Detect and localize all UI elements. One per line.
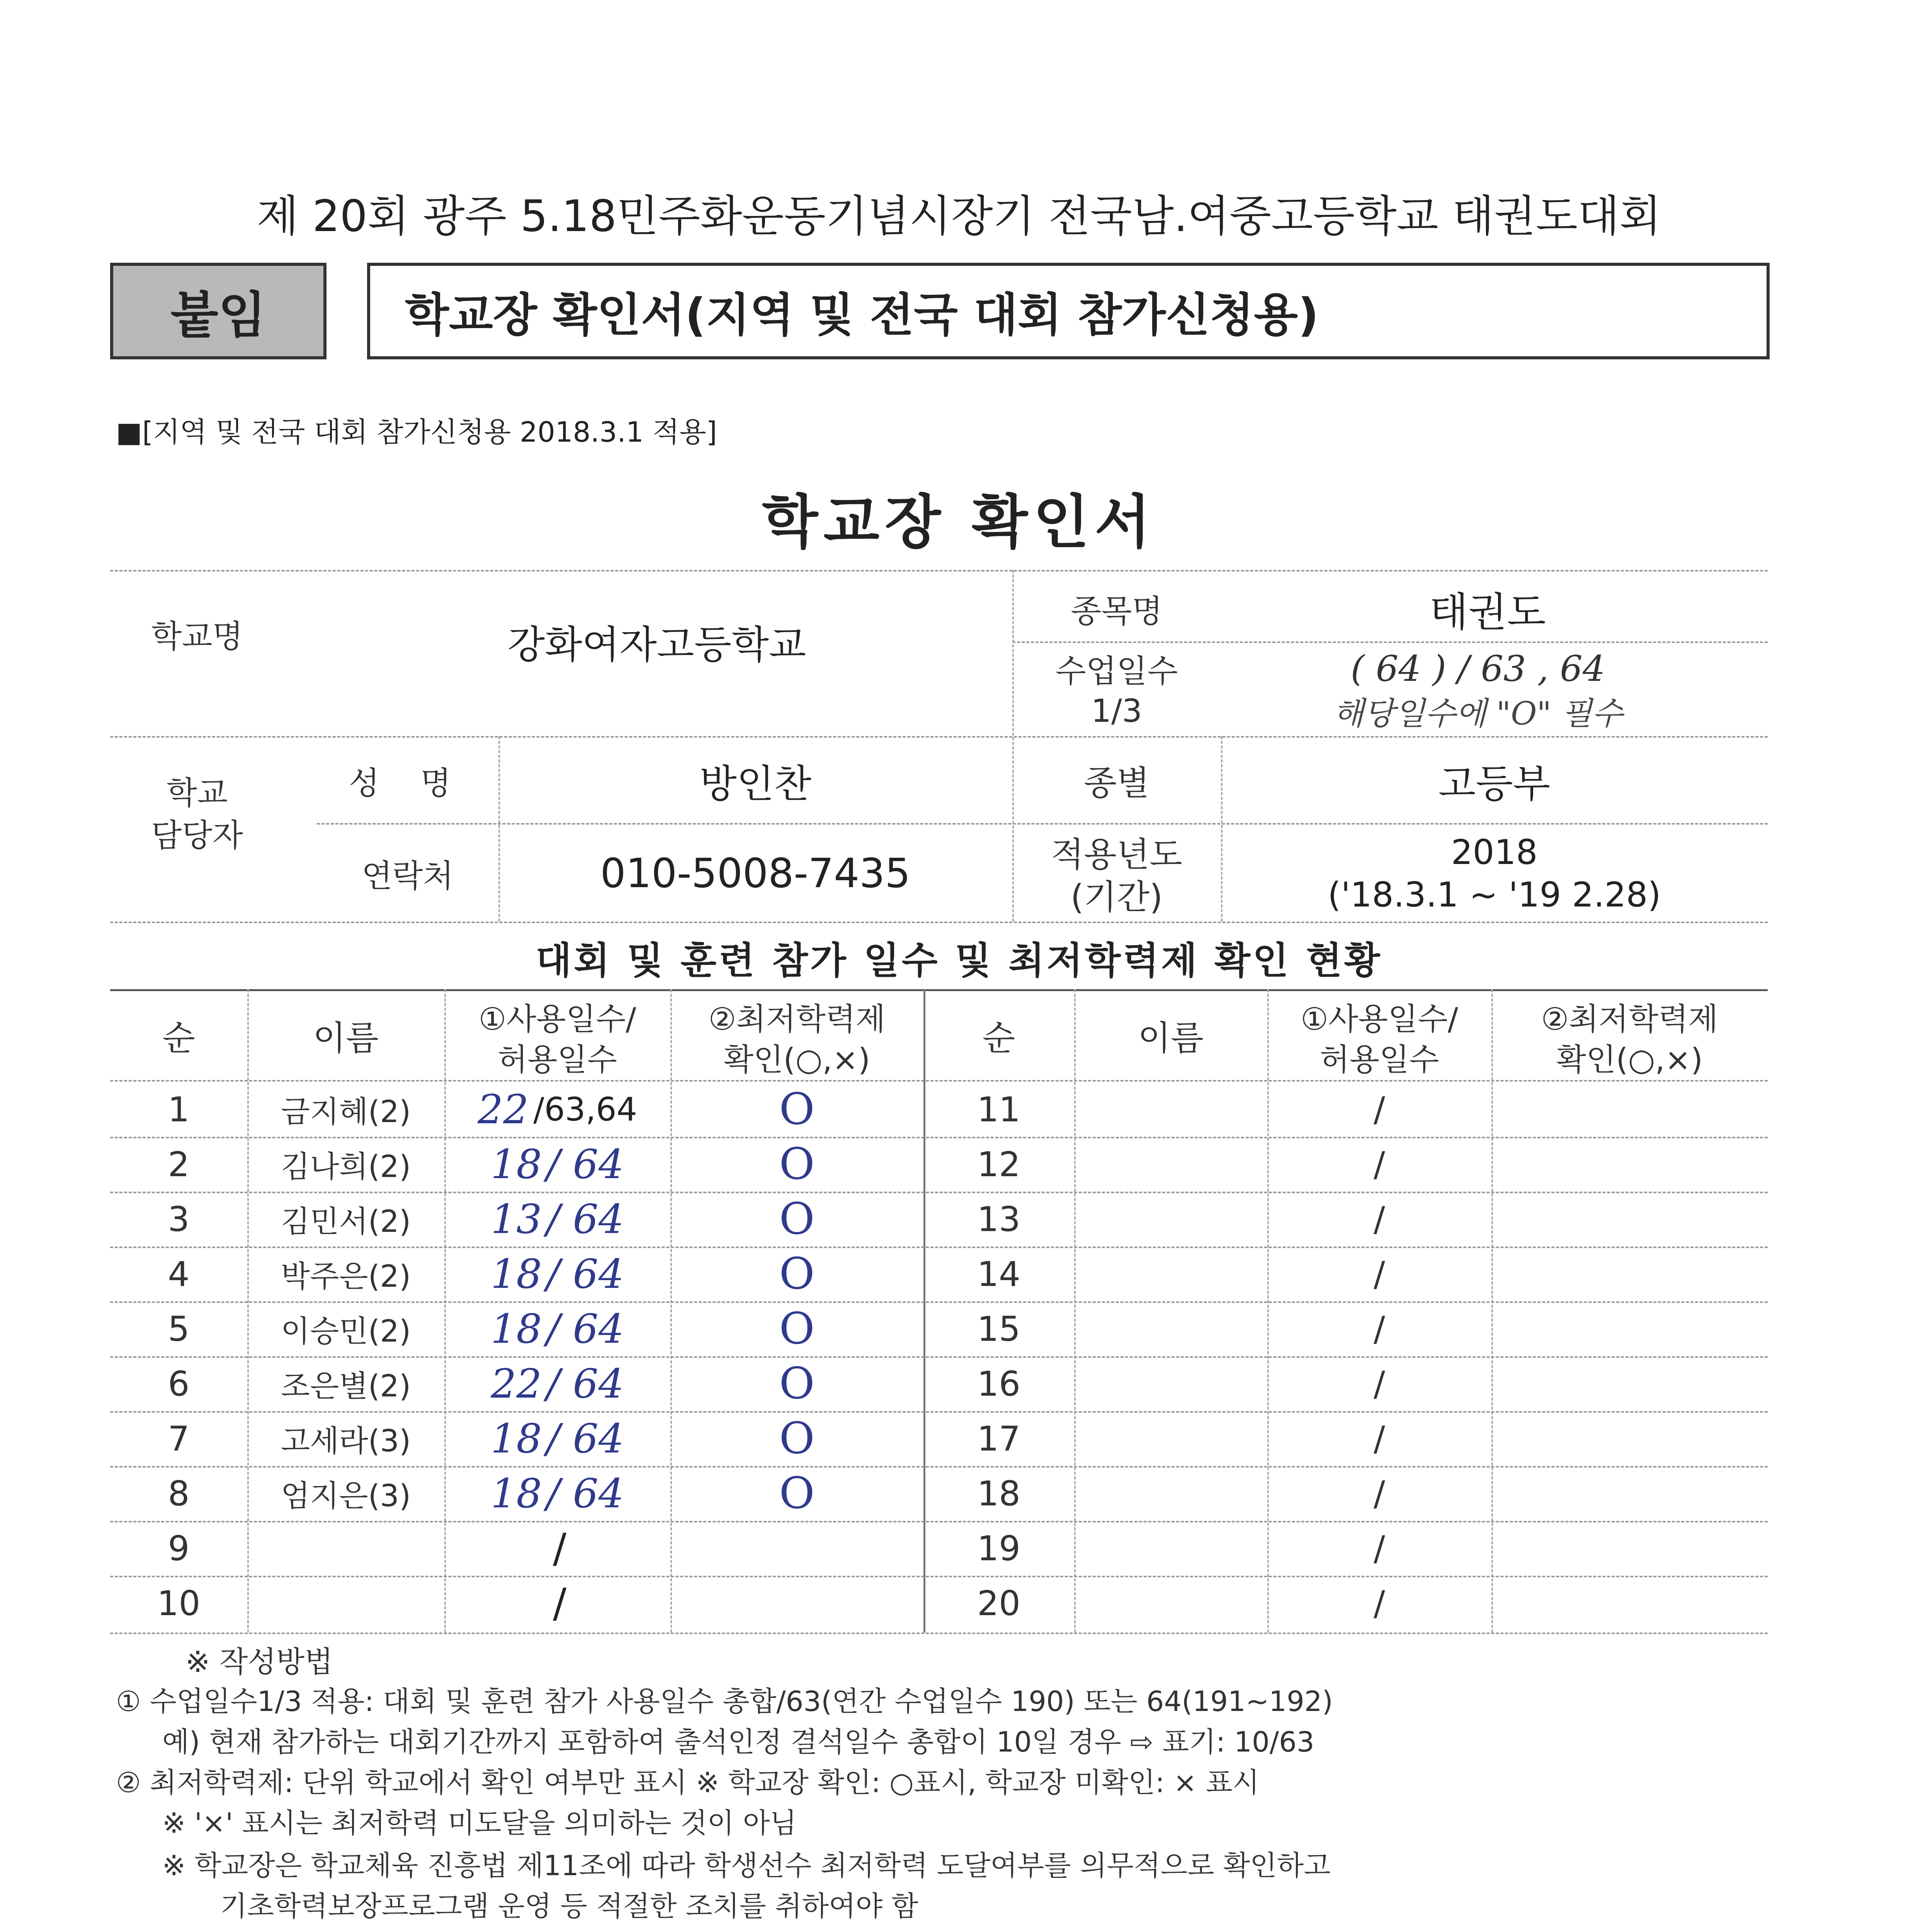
row-check: O [779,1359,815,1409]
row-no-right: 13 [977,1199,1020,1239]
row-days-right: / [1374,1199,1385,1239]
row-days-allowed: / 64 [546,1360,624,1407]
col-header-days-right-2: 허용일수 [1319,1041,1439,1078]
divider [110,1633,1768,1634]
year-label: 적용년도 [1051,835,1183,874]
row-days-right: / [1374,1473,1385,1514]
row-check: O [779,1468,815,1519]
note-line: ② 최저학력제: 단위 학교에서 확인 여부만 표시 ※ 학교장 확인: ○표시, 학교장 미확인: × 표시 [116,1766,1260,1799]
form-note: ■[지역 및 전국 대회 참가신청용 2018.3.1 적용] [116,416,717,448]
col-header-days-right: ①사용일수/ [1301,1001,1458,1037]
row-days [444,1356,670,1411]
row-days-used: 13 [491,1196,542,1243]
row-days-allowed: / [553,1525,567,1572]
divider [1012,641,1768,643]
row-days-allowed: / 64 [546,1196,624,1243]
col-header-acad: ②최저학력제 [708,1001,886,1037]
divider [317,823,1768,825]
row-days-used: 22 [491,1360,542,1407]
row-check: O [779,1194,815,1244]
row-check [670,1521,923,1576]
table-top-border [110,989,1768,991]
row-days-used: 22 [477,1086,529,1133]
row-check [670,1576,923,1631]
row-no-right: 11 [977,1089,1020,1129]
divider [1491,989,1493,1633]
category-value: 고등부 [1438,761,1551,806]
row-days-right: / [1374,1144,1385,1184]
section-title: 대회 및 훈련 참가 일수 및 최저학력제 확인 현황 [536,939,1382,982]
row-check: O [779,1304,815,1354]
row-no: 10 [157,1583,201,1623]
row-days [444,1411,670,1466]
row-name: 박주은(2) [281,1259,411,1294]
col-header-acad-right-2: 확인(○,×) [1556,1041,1703,1078]
row-no-right: 12 [977,1144,1020,1184]
row-no: 3 [168,1199,190,1239]
row-days-used: 18 [491,1415,542,1462]
row-days-allowed: / 64 [546,1305,624,1352]
row-days-right: / [1374,1254,1385,1294]
note-line: ① 수업일수1/3 적용: 대회 및 훈련 참가 사용일수 총합/63(연간 수업일수 190) 또는 64(191~192) [116,1685,1333,1718]
note-line: ※ '×' 표시는 최저학력 미도달을 의미하는 것이 아님 [162,1807,797,1839]
row-no: 8 [168,1473,190,1514]
note-line: 기초학력보장프로그램 운영 등 적절한 조치를 취하여야 함 [220,1890,918,1922]
doc-title: 학교장 확인서 [762,489,1156,556]
year-label-2: (기간) [1070,877,1163,917]
header-box-title: 학교장 확인서(지역 및 전국 대회 참가신청용) [367,263,1770,359]
note-line [139,1926,1081,1932]
row-check: O [779,1413,815,1464]
row-days-allowed: / 64 [546,1250,624,1298]
contact-label: 연락처 [362,857,454,895]
row-no-right: 19 [977,1528,1020,1568]
manager-label: 학교 [166,774,228,811]
row-days-right: / [1374,1418,1385,1459]
row-days-used: 18 [491,1250,542,1298]
school-name: 강화여자고등학교 [507,622,806,667]
category-label: 종별 [1083,763,1150,803]
row-no: 9 [168,1528,190,1568]
row-no-right: 16 [977,1364,1020,1404]
row-days [444,1192,670,1247]
col-header-no: 순 [162,1018,195,1058]
row-name: 김나희(2) [281,1150,411,1184]
row-name [247,1521,444,1576]
row-days-right: / [1374,1089,1385,1129]
row-days-right: / [1374,1528,1385,1568]
row-check: O [779,1084,815,1134]
sport-label: 종목명 [1071,593,1163,630]
col-header-acad-2: 확인(○,×) [723,1041,871,1078]
school-label: 학교명 [151,618,243,655]
row-days-right: / [1374,1309,1385,1349]
row-no-right: 15 [977,1309,1020,1349]
row-days-allowed: /63,64 [533,1090,638,1128]
row-name: 조은별(2) [281,1369,411,1404]
col-header-days: ①사용일수/ [478,1001,636,1037]
row-name: 엄지은(3) [281,1479,411,1514]
manager-label-2: 담당자 [151,817,243,854]
divider [110,1080,1768,1082]
row-no: 5 [168,1309,190,1349]
row-no-right: 17 [977,1418,1020,1459]
divider [1074,989,1076,1633]
row-check: O [779,1249,815,1299]
row-days [444,1137,670,1192]
row-days [444,1466,670,1521]
row-no: 1 [168,1089,190,1129]
row-days-used: 18 [491,1141,542,1188]
row-check: O [779,1139,815,1189]
row-no: 6 [168,1364,190,1404]
row-days [444,1082,670,1137]
row-no-right: 20 [977,1583,1020,1623]
class-days-label: 수업일수 [1055,653,1178,690]
row-days-right: / [1374,1364,1385,1404]
class-days-value: ( 64 ) / 63 , 64 [1350,648,1605,689]
year-period: ('18.3.1 ~ '19 2.28) [1328,874,1661,915]
note-line: ※ 학교장은 학교체육 진흥법 제11조에 따라 학생선수 최저학력 도달여부를 의무적으로 확인하고 [162,1849,1331,1882]
col-header-acad-right: ②최저학력제 [1541,1001,1718,1037]
row-days-allowed: / 64 [546,1141,624,1188]
row-no-right: 14 [977,1254,1020,1294]
row-days [444,1247,670,1301]
divider [110,922,1768,923]
year-value: 2018 [1451,832,1538,872]
class-days-note: 해당일수에 "O" 필수 [1333,695,1623,732]
sport-value: 태권도 [1429,588,1546,636]
contact-value: 010-5008-7435 [600,850,911,897]
row-days [444,1576,670,1631]
attachment-label: 붙임 [110,263,326,359]
row-days-used: 18 [491,1470,542,1517]
row-name: 금지혜(2) [281,1095,411,1129]
row-days-right: / [1374,1583,1385,1623]
note-line: ※ 작성방법 [185,1645,333,1679]
divider [110,736,1768,738]
col-header-name: 이름 [313,1018,379,1058]
divider [110,570,1768,571]
note-line: 예) 현재 참가하는 대회기간까지 포함하여 출석인정 결석일수 총합이 10일 경우 ⇨ 표기: 10/63 [162,1726,1314,1758]
class-days-fraction: 1/3 [1091,692,1142,730]
row-days [444,1301,670,1356]
row-days-allowed: / 64 [546,1470,624,1517]
row-name: 이승민(2) [281,1314,411,1349]
row-no: 4 [168,1254,190,1294]
row-no-right: 18 [977,1473,1020,1514]
col-header-name-right: 이름 [1138,1018,1204,1058]
row-name [247,1576,444,1631]
name-label: 성 명 [349,765,467,802]
row-name: 김민서(2) [281,1204,411,1239]
row-days-allowed: / [553,1580,567,1627]
row-days [444,1521,670,1576]
row-no: 7 [168,1418,190,1459]
event-title: 제 20회 광주 5.18민주화운동기념시장기 전국남.여중고등학교 태권도대회 [257,191,1661,242]
name-value: 방인찬 [699,761,811,806]
row-days-used: 18 [491,1305,542,1352]
col-header-days-2: 허용일수 [497,1041,617,1078]
row-name: 고세라(3) [281,1424,411,1459]
col-header-no-right: 순 [982,1018,1015,1058]
row-no: 2 [168,1144,190,1184]
row-days-allowed: / 64 [546,1415,624,1462]
